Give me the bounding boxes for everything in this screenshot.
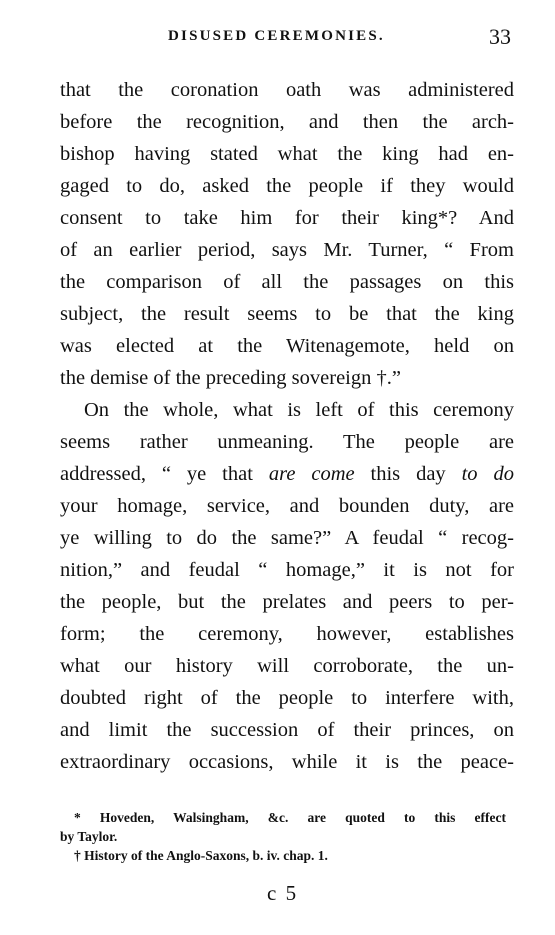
- signature-mark: c 5: [267, 881, 299, 905]
- text-line: consent to take him for their king*? And: [60, 207, 514, 229]
- footnotes: [60, 808, 506, 865]
- text-line: doubted right of the people to interfere with,: [60, 687, 514, 709]
- text-line: form; the ceremony, however, establishes: [60, 623, 514, 645]
- text-segment: this day: [354, 463, 462, 485]
- text-line: subject, the result seems to be that the king: [60, 303, 514, 325]
- footnote-line: † History of the Anglo-Saxons, b. iv. chap. 1.: [74, 848, 328, 863]
- running-head: [0, 24, 555, 50]
- page-number: 33: [489, 24, 511, 49]
- running-title: DISUSED CEREMONIES.: [168, 28, 385, 44]
- text-line-with-italics: [60, 458, 514, 490]
- text-line: of an earlier period, says Mr. Turner, “ From: [60, 239, 514, 261]
- text-line: what our history will corroborate, the un-: [60, 655, 514, 677]
- text-line: your homage, service, and bounden duty, are: [60, 495, 514, 517]
- italic-phrase: to do: [461, 463, 514, 485]
- text-segment: addressed, “ ye that: [60, 463, 269, 485]
- text-line: gaged to do, asked the people if they would: [60, 175, 514, 197]
- text-line: the people, but the prelates and peers to per-: [60, 591, 514, 613]
- text-line: before the recognition, and then the arch-: [60, 111, 514, 133]
- text-line: nition,” and feudal “ homage,” it is not for: [60, 559, 514, 581]
- text-line: was elected at the Witenagemote, held on: [60, 335, 514, 357]
- text-line: and limit the succession of their princes, on: [60, 719, 514, 741]
- text-line: ye willing to do the same?” A feudal “ recog-: [60, 527, 514, 549]
- text-line: seems rather unmeaning. The people are: [60, 431, 514, 453]
- text-line: bishop having stated what the king had en-: [60, 143, 514, 165]
- footnote-line: by Taylor.: [60, 829, 118, 844]
- body-text: [60, 74, 514, 778]
- text-line: extraordinary occasions, while it is the peace-: [60, 751, 514, 773]
- paragraph-start-line: On the whole, what is left of this ceremony: [84, 399, 514, 421]
- text-line: the comparison of all the passages on this: [60, 271, 514, 293]
- italic-phrase: are come: [268, 463, 355, 485]
- footnote-line: * Hoveden, Walsingham, &c. are quoted to this effect: [74, 810, 506, 825]
- paragraph-end-line: the demise of the preceding sovereign †.”: [60, 367, 401, 389]
- text-line: that the coronation oath was administered: [60, 79, 514, 101]
